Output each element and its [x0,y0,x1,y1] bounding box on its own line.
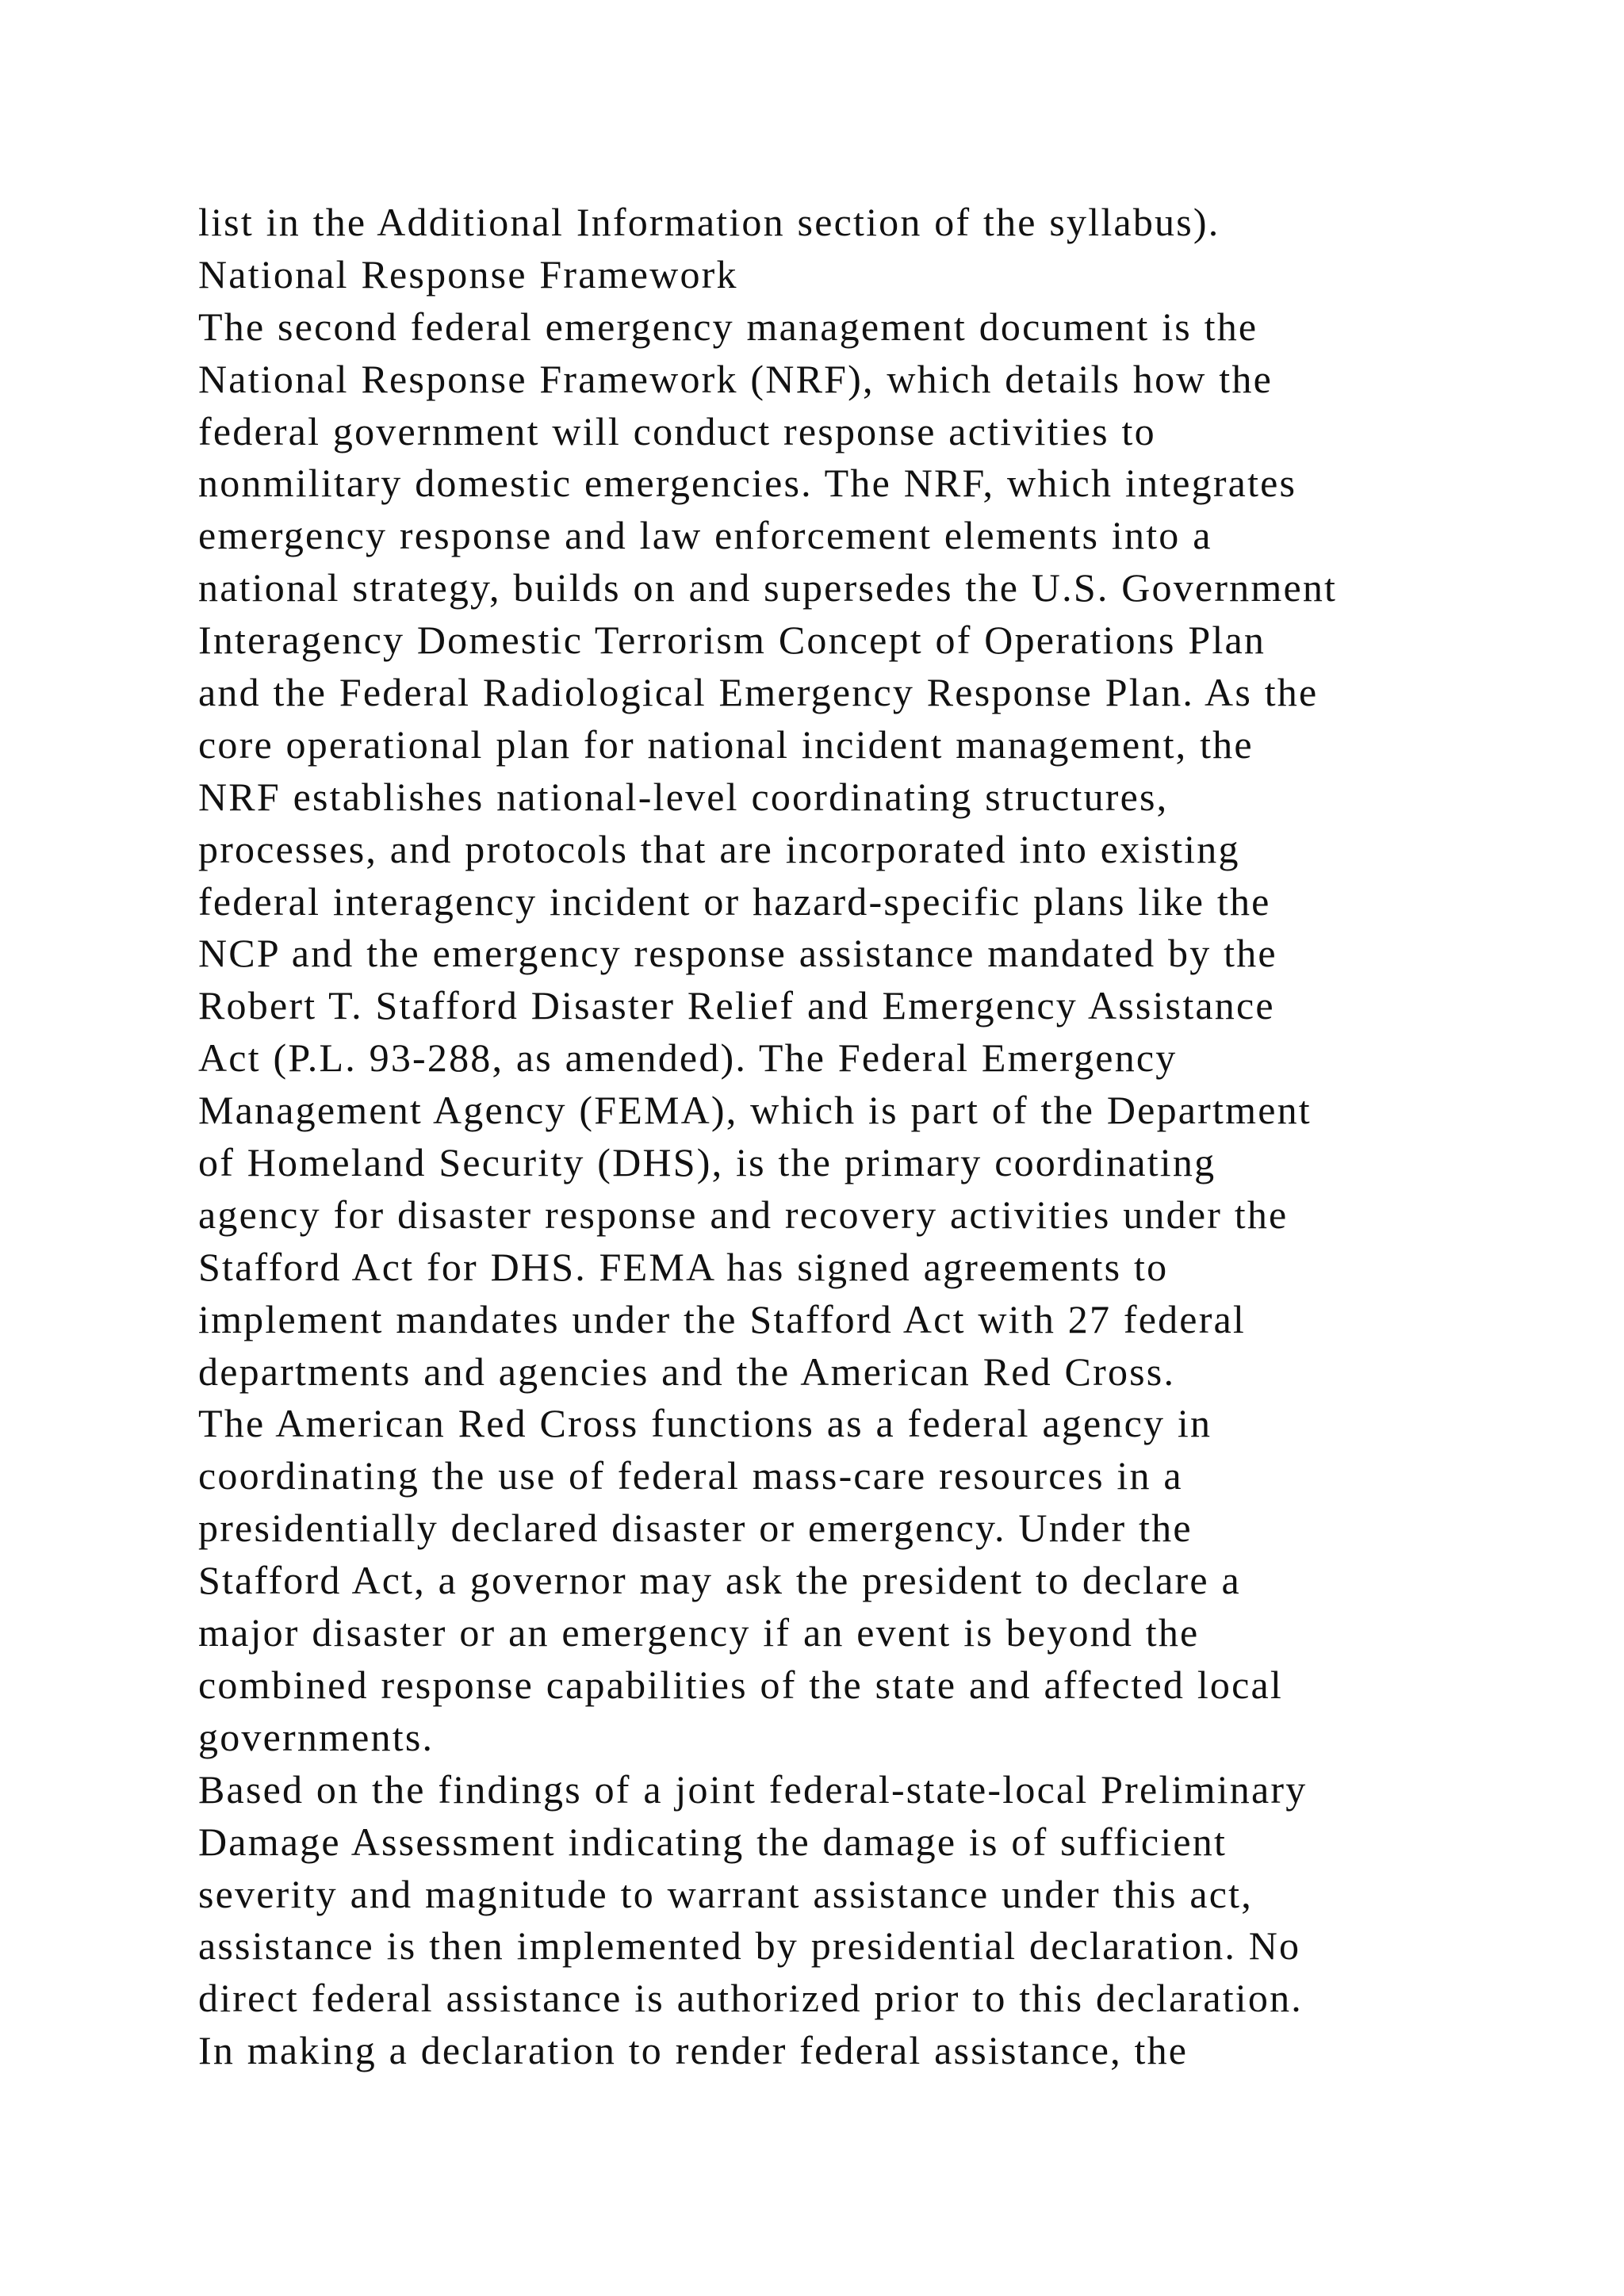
text-line: The second federal emergency management document is the [198,304,1258,349]
text-line: direct federal assistance is authorized prior to this declaration. [198,1976,1303,2021]
text-line: coordinating the use of federal mass-care resources in a [198,1453,1183,1498]
text-line: Robert T. Stafford Disaster Relief and Emergency Assistance [198,983,1275,1028]
text-line: Based on the findings of a joint federal-state-local Preliminary [198,1766,1308,1812]
text-line: governments. [198,1714,435,1759]
text-line: NRF establishes national-level coordinating structures, [198,774,1169,819]
text-line: processes, and protocols that are incorporated into existing [198,826,1240,871]
text-line: and the Federal Radiological Emergency Response Plan. As the [198,670,1319,715]
text-line: federal interagency incident or hazard-specific plans like the [198,878,1271,924]
text-line: emergency response and law enforcement elements into a [198,513,1212,558]
section-heading: National Response Framework [198,251,738,297]
text-line: agency for disaster response and recovery activities under the [198,1192,1289,1237]
text-line: Stafford Act for DHS. FEMA has signed agreements to [198,1244,1169,1289]
text-line: assistance is then implemented by presidential declaration. No [198,1923,1301,1969]
text-line: of Homeland Security (DHS), is the primary coordinating [198,1140,1216,1185]
text-line: list in the Additional Information section of the syllabus). [198,200,1220,244]
text-line: Management Agency (FEMA), which is part of the Department [198,1088,1312,1133]
text-line: Damage Assessment indicating the damage is of sufficient [198,1819,1228,1864]
text-line: core operational plan for national incident management, the [198,721,1254,767]
text-line: presidentially declared disaster or emergency. Under the [198,1506,1193,1551]
text-line: In making a declaration to render federal assistance, the [198,2028,1189,2073]
text-line: Interagency Domestic Terrorism Concept of Operations Plan [198,618,1266,663]
text-line: The American Red Cross functions as a federal agency in [198,1401,1212,1446]
text-line: national strategy, builds on and supersedes the U.S. Government [198,565,1338,610]
text-line: Act (P.L. 93-288, as amended). The Federal Emergency [198,1035,1178,1081]
text-line: departments and agencies and the American Red Cross. [198,1349,1176,1394]
text-line: combined response capabilities of the state and affected local [198,1662,1283,1707]
text-line: implement mandates under the Stafford Act with 27 federal [198,1296,1247,1341]
text-line: nonmilitary domestic emergencies. The NRF, which integrates [198,461,1297,506]
document-body-text [198,197,1546,2077]
text-line: Stafford Act, a governor may ask the president to declare a [198,1558,1241,1603]
text-line: major disaster or an emergency if an event is beyond the [198,1610,1200,1655]
text-line: NCP and the emergency response assistance mandated by the [198,931,1277,976]
text-line: federal government will conduct response activities to [198,408,1156,453]
text-line: severity and magnitude to warrant assistance under this act, [198,1871,1253,1916]
text-line: National Response Framework (NRF), which details how the [198,356,1273,401]
